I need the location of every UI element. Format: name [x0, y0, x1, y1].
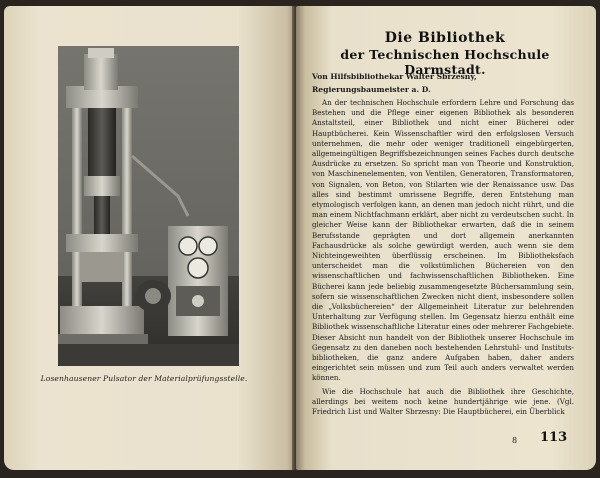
photo-caption: Losenhausener Pulsator der Materialprüfungsstelle. — [40, 374, 248, 383]
author-byline: Von Hilfsbibliothekar Walter Sbrzesny, Regierungsbaumeister a. D. — [312, 72, 477, 94]
paragraph: An der technischen Hochschule erfordern Lehre und Forschung das Bestehen und die Pflege einer eigenen Bibliothek als besonderen Anstaltsteil, einer Bibliothek und nicht einer Bücherei oder Hauptbücherei. Kein Wissenschaftler wird den erfolgslosen Versuch unternehmen, die mehr oder weniger traditionell eingebürgerten, allgemeingültigen Begriffsbezeichnungen seines Faches durch deutsche Ausdrücke zu ersetzen. So spricht man von Theorie und Konstruktion, von Maschinenelementen, von Ventilen, Generatoren, Transformatoren, von Signalen, von Beton, von Stilarten wie der Renaissance usw. Das alles sind bestimmt umrissene Begriffe, deren Entstehung man etymologisch verfolgen kann, an denen man jedoch nicht rührt, und die man einem Nichtfachmann erklärt, aber nicht zu verdeutschen sucht. In gleicher Weise kann der Bibliothekar erwarten, daß die in seinem Berufsstande geprägten und dort allgemein anerkannten Fachausdrücke als solche gewürdigt werden, auch wenn sie dem Nichteingeweihten überflüssig erscheinen. Im Bibliotheksfach unterscheidet man die volkstümlichen Büchereien von den wissenschaftlichen und fachwissenschaftlichen Bibliotheken. Eine Bücherei kann jede beliebig zusammengesetzte Büchersammlung sein, sofern sie wissenschaftlichen Zwecken nicht dient, insbesondere sollen die „Volksbüchereien“ der Allgemeinheit Literatur zur belehrenden Unterhaltung zur Verfügung stellen. Im Gegensatz hierzu enthält eine Bibliothek wissenschaftliche Literatur eines oder mehrerer Fachgebiete. Dieser Absicht nun handelt von der Bibliothek unserer Hochschule im Gegensatz zu den daneben noch bestehenden Lehrstuhl- und Instituts-bibliotheken, die ganz andere Aufgaben haben, daher anders eingerichtet sein müssen und zum Teil auch anders verwaltet werden können. — [312, 98, 574, 383]
left-page — [4, 6, 296, 470]
pulsator-illustration — [58, 46, 239, 366]
article-subtitle: der Technischen Hochschule Darmstadt. — [340, 47, 550, 77]
pulsator-photo — [58, 46, 239, 366]
article-body — [312, 98, 574, 417]
paragraph: Wie die Hochschule hat auch die Bibliothek ihre Geschichte, allerdings bei weitem noch keine hundertjährige wie jene. (Vgl. Friedrich List und Walter Sbrzesny: Die Hauptbücherei, ein Überblick — [312, 386, 574, 417]
article-title: Die Bibliothek — [384, 30, 506, 46]
printer-signature: 8 — [512, 436, 518, 445]
page-number: 113 — [540, 430, 568, 445]
